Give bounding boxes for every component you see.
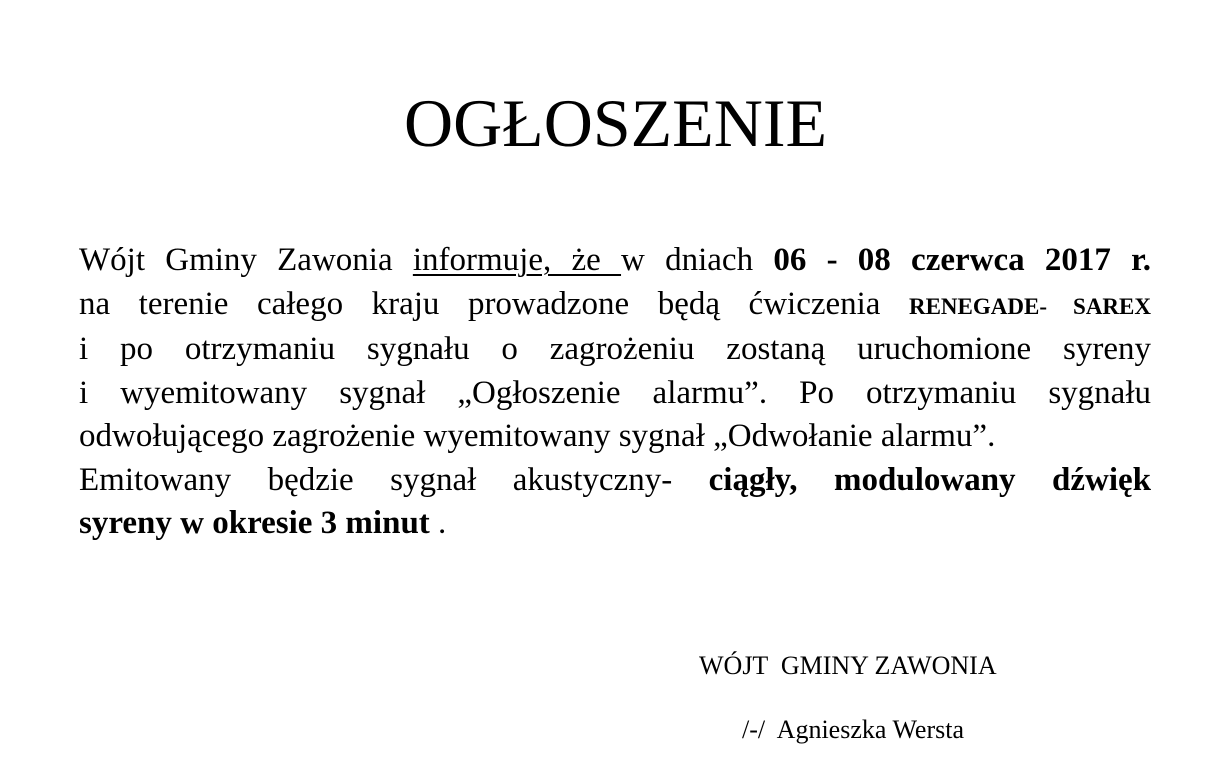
page-title: OGŁOSZENIE xyxy=(403,85,828,161)
body-line-3: i po otrzymaniu sygnału o zagrożeniu zostaną uruchomione syreny xyxy=(79,331,1151,367)
body-line-6 xyxy=(79,459,1151,503)
line7-text-b: . xyxy=(429,505,447,541)
signal-duration: syreny w okresie 3 minut xyxy=(79,505,430,541)
line1-text-a: Wójt Gminy Zawonia xyxy=(79,242,413,278)
line1-text-b: w dniach xyxy=(621,242,774,278)
body-line-7 xyxy=(79,502,1151,546)
body-line-2 xyxy=(79,283,1151,329)
line2-text-a: na terenie całego kraju prowadzone będą ćwiczenia xyxy=(79,285,909,322)
exercise-name: RENEGADE- SAREX xyxy=(908,293,1151,319)
signal-description: ciągły, modulowany dźwięk xyxy=(708,461,1151,498)
body-line-1 xyxy=(79,239,1151,283)
underlined-informs: informuje, że xyxy=(412,242,622,278)
body-line-5: odwołującego zagrożenie wyemitowany sygnał „Odwołanie alarmu”. xyxy=(79,418,996,454)
signature-office: WÓJT GMINY ZAWONIA xyxy=(699,651,997,680)
exercise-dates: 06 - 08 czerwca 2017 r. xyxy=(773,242,1151,278)
announcement-body xyxy=(79,239,1151,546)
line6-text-a: Emitowany będzie sygnał akustyczny- xyxy=(79,461,709,498)
body-line-4: i wyemitowany sygnał „Ogłoszenie alarmu”. Po otrzymaniu sygnału xyxy=(79,374,1151,411)
signature-name: /-/ Agnieszka Wersta xyxy=(742,715,964,744)
